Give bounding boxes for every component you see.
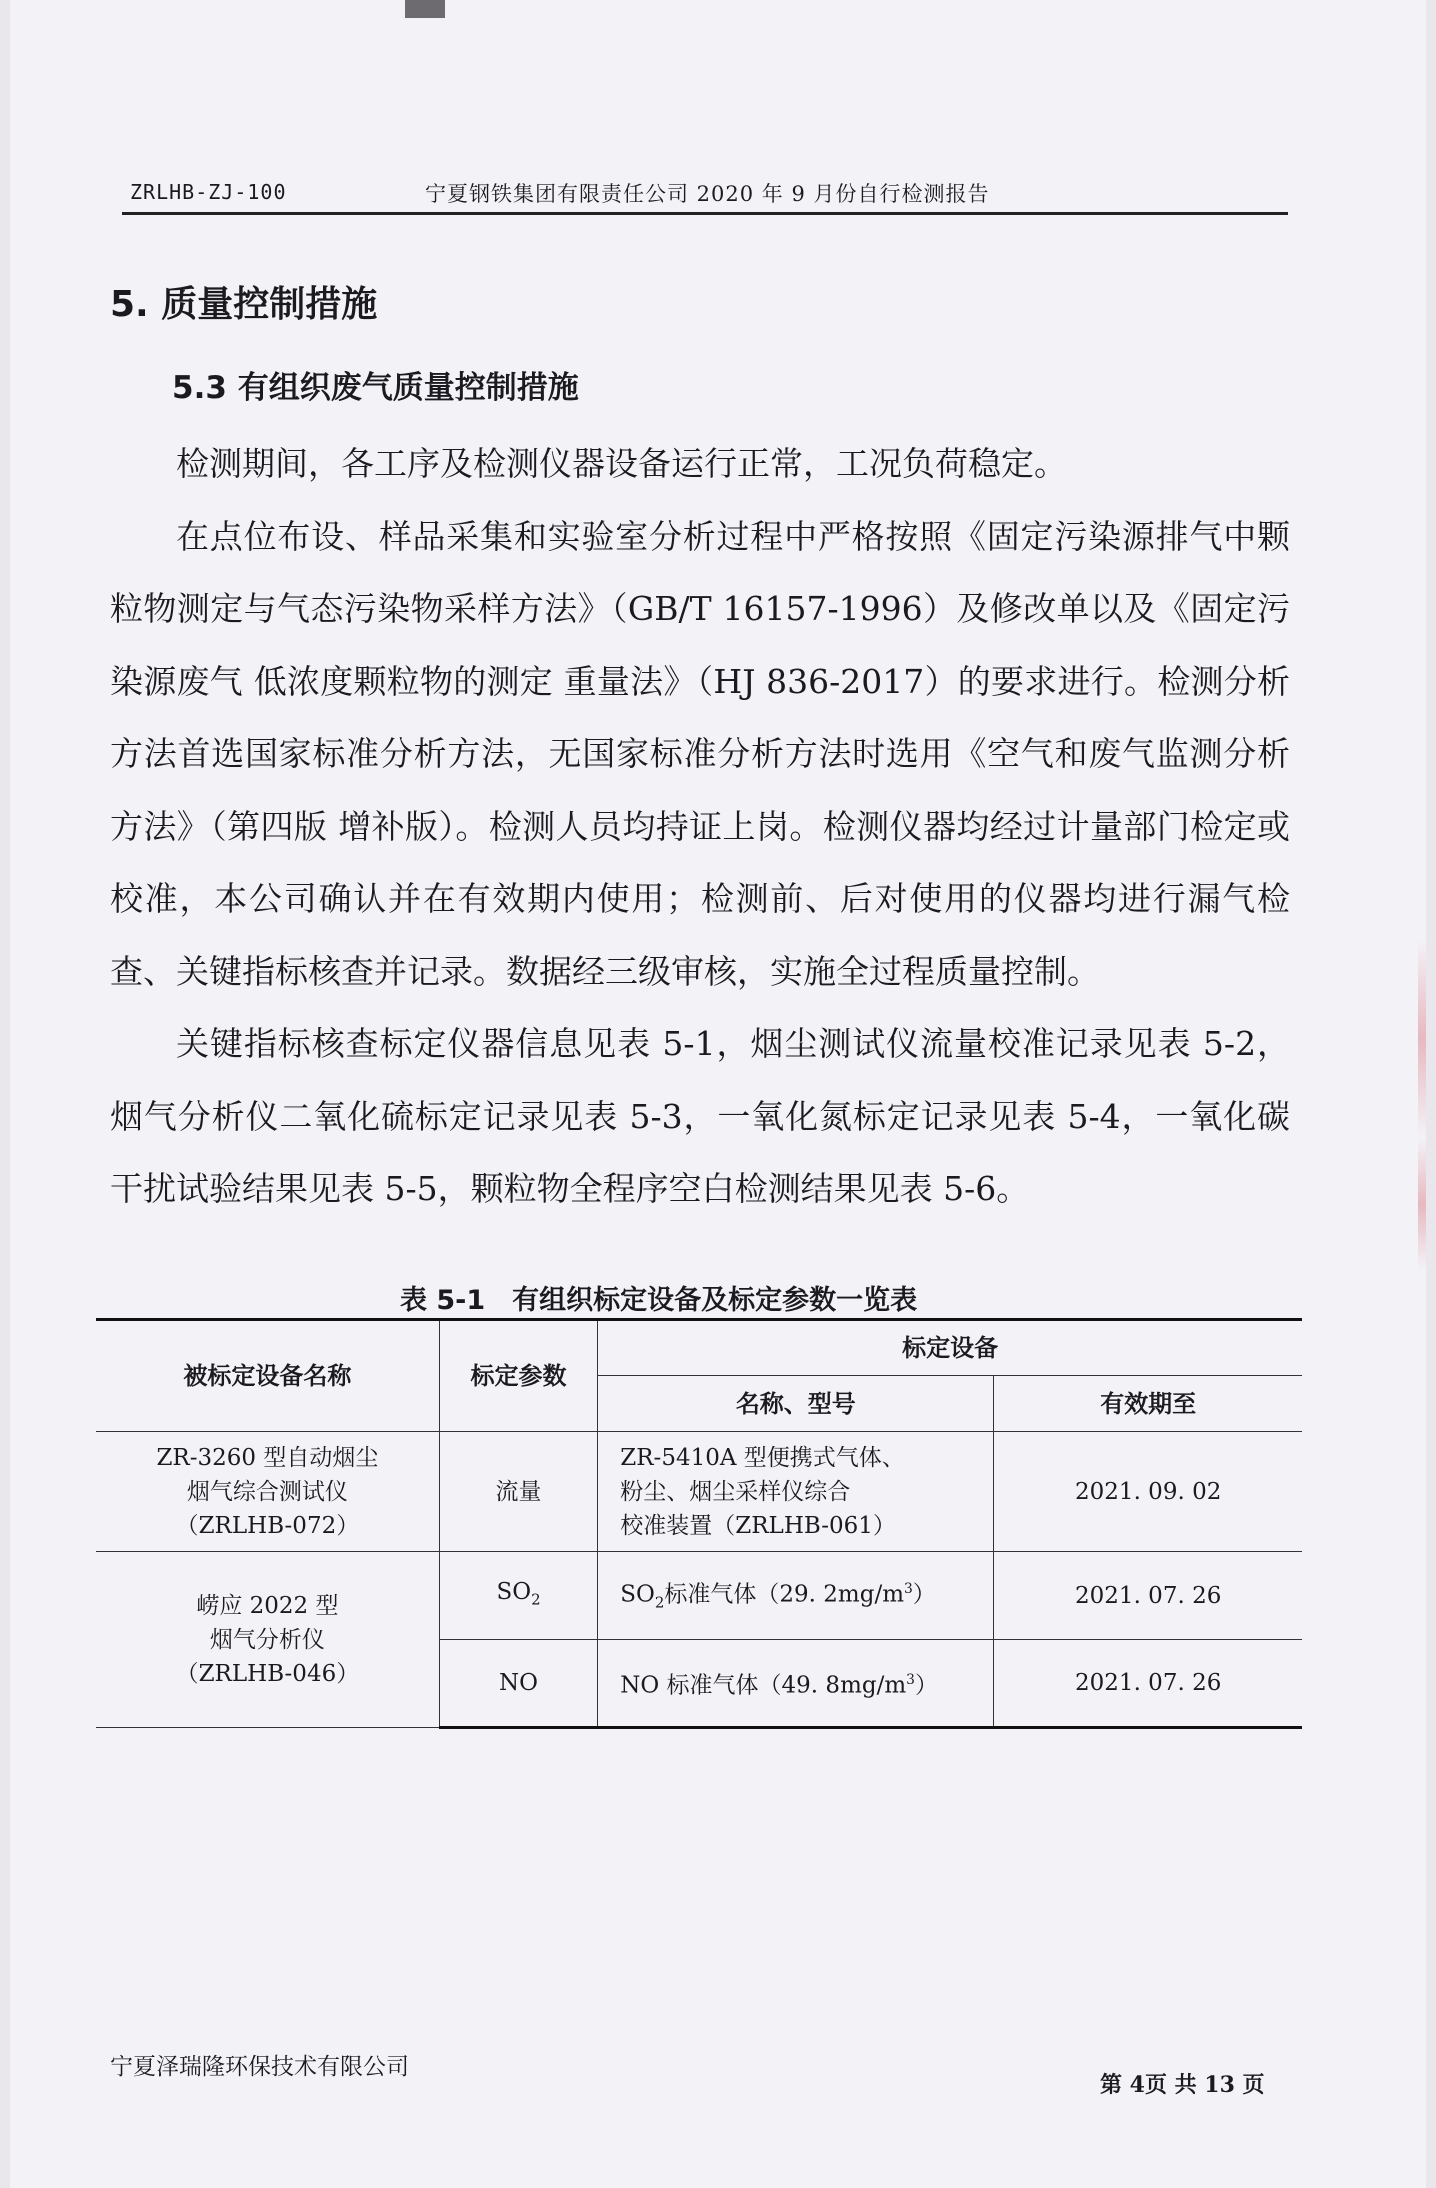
paragraph: 关键指标核查标定仪器信息见表 5-1，烟尘测试仪流量校准记录见表 5-2，烟气分析仪二氧化硫标定记录见表 5-3，一氧化氮标定记录见表 5-4，一氧化碳干扰试验结果见表 5-5，颗粒物全程序空白检测结果见表 5-6。 <box>110 1024 1290 1208</box>
footer-page-info: 第 4页 共 13 页 <box>1100 2072 1265 2098</box>
header-param: 标定参数 <box>439 1320 597 1432</box>
cell-calib-device: ZR-5410A 型便携式气体、 粉尘、烟尘采样仪综合 校准装置（ZRLHB-061） <box>598 1432 994 1552</box>
header-rule <box>122 212 1288 215</box>
header-doc-code: ZRLHB-ZJ-100 <box>130 180 287 204</box>
cell-device: ZR-3260 型自动烟尘 烟气综合测试仪 （ZRLHB-072） <box>96 1432 439 1552</box>
header-calib-name: 名称、型号 <box>598 1376 994 1432</box>
cell-param: $SO_2$ <box>439 1552 597 1640</box>
header-title: 宁夏钢铁集团有限责任公司 2020 年 9 月份自行检测报告 <box>425 182 990 206</box>
body-text <box>110 428 1290 1226</box>
table-row <box>96 1432 1302 1552</box>
table-row <box>96 1552 1302 1640</box>
cell-valid-until: 2021. 09. 02 <box>994 1432 1302 1552</box>
cell-param: 流量 <box>439 1432 597 1552</box>
cell-valid-until: 2021. 07. 26 <box>994 1552 1302 1640</box>
header-device: 被标定设备名称 <box>96 1320 439 1432</box>
page-edge-stamp-marks <box>1418 940 1426 1270</box>
section-title: 5. 质量控制措施 <box>110 284 378 325</box>
header-valid-until: 有效期至 <box>994 1376 1302 1432</box>
cell-calib-device: $SO_2$标准气体（29. $2mg/m^3$） <box>598 1552 994 1640</box>
subsection-title: 5.3 有组织废气质量控制措施 <box>172 370 579 406</box>
cell-valid-until: 2021. 07. 26 <box>994 1640 1302 1728</box>
header-calib-group: 标定设备 <box>598 1320 1302 1376</box>
table-caption: 表 5-1 有组织标定设备及标定参数一览表 <box>400 1285 918 1316</box>
calibration-table <box>96 1318 1302 1729</box>
cell-calib-device: NO 标准气体（49. $8mg/m^3$） <box>598 1640 994 1728</box>
cell-device: 崂应 2022 型 烟气分析仪 （ZRLHB-046） <box>96 1552 439 1728</box>
cell-param: NO <box>439 1640 597 1728</box>
paragraph: 检测期间，各工序及检测仪器设备运行正常，工况负荷稳定。 <box>176 444 1067 483</box>
paragraph: 在点位布设、样品采集和实验室分析过程中严格按照《固定污染源排气中颗粒物测定与气态污染物采样方法》（GB/T 16157-1996）及修改单以及《固定污染源废气 低浓度颗粒物的测定 重量法》（HJ 836-2017）的要求进行。检测分析方法首选国家标准分析方法，无国家标准分析方法时选用《空气和废气监测分析方法》（第四版 增补版）。检测人员均持证上岗。检测仪器均经过计量部门检定或校准，本公司确认并在有效期内使用；检测前、后对使用的仪器均进行漏气检查、关键指标核查并记录。数据经三级审核，实施全过程质量控制。 <box>110 516 1290 991</box>
footer-company: 宁夏泽瑞隆环保技术有限公司 <box>110 2054 409 2080</box>
document-page <box>10 0 1426 2188</box>
binding-clip <box>405 0 445 18</box>
